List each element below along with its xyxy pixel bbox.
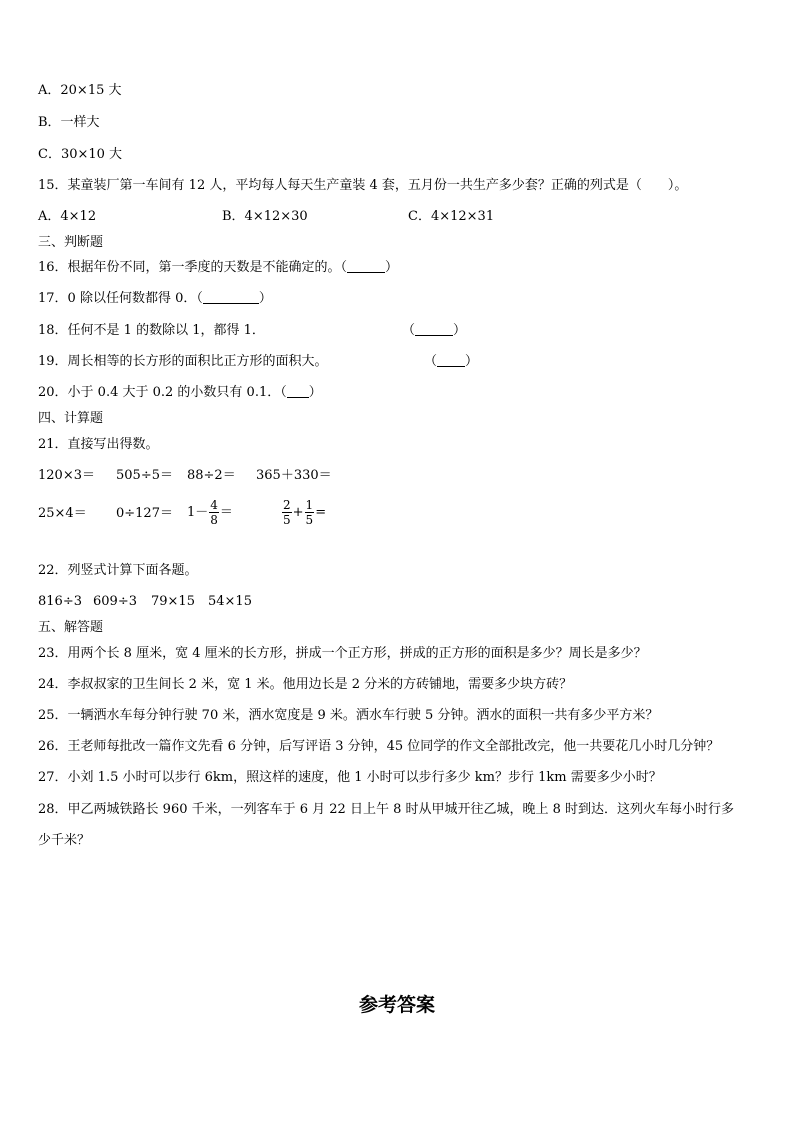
q21-expr-7-suffix: ＝ xyxy=(219,505,233,520)
question-17 xyxy=(38,290,272,308)
question-19 xyxy=(38,353,328,371)
q21-expr-8-fraction-2 xyxy=(305,498,315,527)
q21-expr-7-prefix: 1－ xyxy=(187,505,209,520)
q21-expr-5: 25×4＝ xyxy=(38,506,87,521)
section-4-heading: 四、计算题 xyxy=(38,411,104,426)
q19-answer xyxy=(424,353,478,371)
q15-stem: 15．某童装厂第一车间有 12 人，平均每人每天生产童装 4 套，五月份一共生产多少套？正确的列式是（ ）。 xyxy=(38,178,688,193)
q15-option-c: C．4×12×31 xyxy=(408,209,495,224)
q21-expr-4: 365＋330＝ xyxy=(256,468,332,483)
question-20 xyxy=(38,384,322,402)
q22-item-1: 816÷3 xyxy=(38,594,82,609)
fraction-denominator: 5 xyxy=(283,513,291,527)
q19-text: 19．周长相等的长方形的面积比正方形的面积大。 xyxy=(38,354,328,369)
q16-answer-blank[interactable] xyxy=(347,260,385,273)
q20-close: ） xyxy=(308,385,322,400)
q20-answer-blank[interactable] xyxy=(287,385,309,398)
q16-text: 16．根据年份不同，第一季度的天数是不能确定的。（ xyxy=(38,260,348,275)
fraction-numerator: 1 xyxy=(305,498,314,512)
q15-option-b: B．4×12×30 xyxy=(222,209,308,224)
q21-expr-6: 0÷127＝ xyxy=(116,506,173,521)
q19-answer-blank[interactable] xyxy=(437,354,465,367)
q21-expr-3: 88÷2＝ xyxy=(187,468,236,483)
q21-expr-1: 120×3＝ xyxy=(38,468,95,483)
q22-item-4: 54×15 xyxy=(208,594,252,609)
q18-answer-blank[interactable] xyxy=(415,323,453,336)
q19-open: （ xyxy=(424,354,438,369)
q21-expr-7 xyxy=(187,493,233,533)
q21-expr-8-fraction-1 xyxy=(282,498,292,527)
question-26: 26．王老师每批改一篇作文先看 6 分钟，后写评语 3 分钟，45 位同学的作文全部批改完，他一共要花几小时几分钟？ xyxy=(38,739,720,754)
q21-stem: 21．直接写出得数。 xyxy=(38,437,159,452)
q17-text: 17．0 除以任何数都得 0．（ xyxy=(38,291,203,306)
q21-expr-2: 505÷5＝ xyxy=(116,468,173,483)
question-28-line-2: 少千米？ xyxy=(38,833,91,848)
question-18 xyxy=(38,322,265,340)
q21-expr-7-fraction xyxy=(209,498,219,527)
question-24: 24．李叔叔家的卫生间长 2 米，宽 1 米。他用边长是 2 分米的方砖铺地，需要多少块方砖？ xyxy=(38,677,573,692)
fraction-denominator: 8 xyxy=(210,513,218,527)
question-23: 23．用两个长 8 厘米，宽 4 厘米的长方形，拼成一个正方形，拼成的正方形的面积是多少？周长是多少？ xyxy=(38,646,647,661)
q14-option-a: A．20×15 大 xyxy=(38,83,122,98)
question-25: 25．一辆洒水车每分钟行驶 70 米，洒水宽度是 9 米。洒水车行驶 5 分钟。洒水的面积一共有多少平方米？ xyxy=(38,708,659,723)
q22-stem: 22．列竖式计算下面各题。 xyxy=(38,563,198,578)
q18-close: ） xyxy=(453,323,467,338)
q16-close: ） xyxy=(385,260,399,275)
q21-expr-8-suffix: = xyxy=(315,505,327,520)
q20-text: 20．小于 0.4 大于 0.2 的小数只有 0.1．（ xyxy=(38,385,287,400)
fraction-numerator: 2 xyxy=(283,498,291,512)
q19-close: ） xyxy=(465,354,479,369)
fraction-denominator: 5 xyxy=(305,513,314,527)
q14-option-b: B．一样大 xyxy=(38,115,100,130)
q21-expr-8-op: + xyxy=(292,505,304,520)
q15-option-a: A．4×12 xyxy=(38,209,97,224)
q18-answer xyxy=(402,322,466,340)
question-16 xyxy=(38,259,398,277)
q18-open: （ xyxy=(402,323,416,338)
q21-expr-8 xyxy=(281,493,326,533)
fraction-numerator: 4 xyxy=(210,498,218,512)
q22-item-2: 609÷3 xyxy=(93,594,137,609)
question-28-line-1: 28．甲乙两城铁路长 960 千米，一列客车于 6 月 22 日上午 8 时从甲城开往乙城，晚上 8 时到达．这列火车每小时行多 xyxy=(38,802,735,817)
q17-close: ） xyxy=(258,291,272,306)
q22-item-3: 79×15 xyxy=(151,594,195,609)
q17-answer-blank[interactable] xyxy=(203,291,259,304)
answer-section-title: 参考答案 xyxy=(358,994,435,1016)
q14-option-c: C．30×10 大 xyxy=(38,147,123,162)
section-3-heading: 三、判断题 xyxy=(38,235,104,250)
question-27: 27．小刘 1.5 小时可以步行 6km，照这样的速度，他 1 小时可以步行多少 km？步行 1km 需要多少小时？ xyxy=(38,770,662,785)
q18-text: 18．任何不是 1 的数除以 1，都得 1． xyxy=(38,323,265,338)
section-5-heading: 五、解答题 xyxy=(38,620,104,635)
